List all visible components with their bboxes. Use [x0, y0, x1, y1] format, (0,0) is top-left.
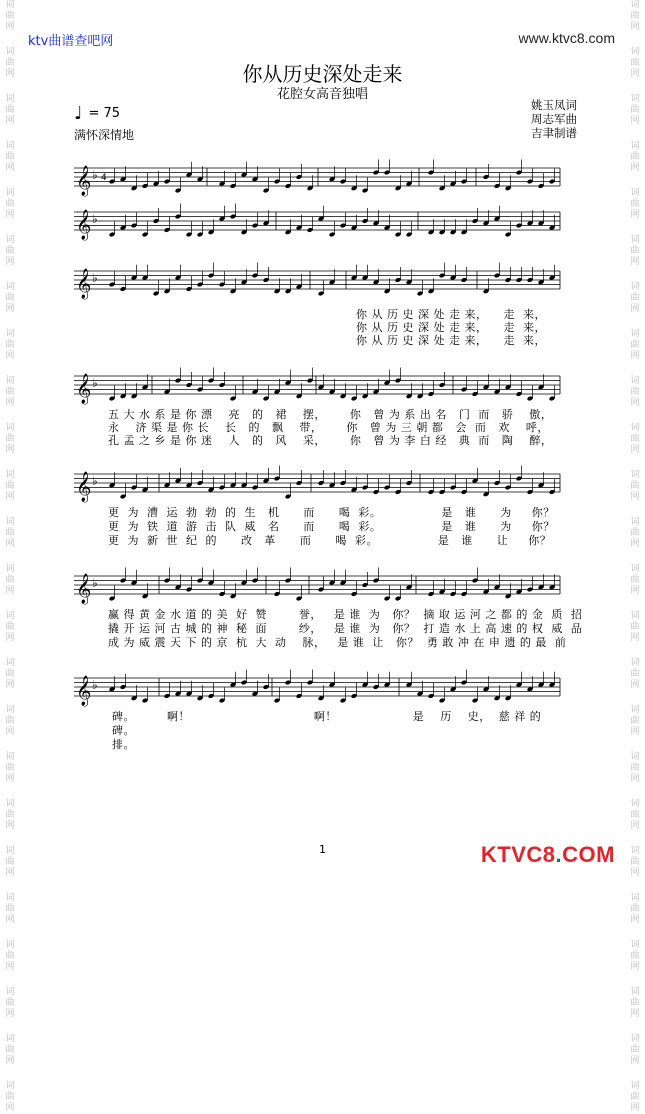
- watermark-char: 词: [5, 564, 15, 574]
- watermark-char: 词: [630, 141, 640, 151]
- watermark-char: 网: [5, 69, 15, 79]
- watermark-char: 曲: [5, 340, 15, 350]
- watermark-char: 词: [630, 799, 640, 809]
- watermark-char: 词: [630, 846, 640, 856]
- staff-system: [0, 251, 645, 311]
- watermark-char: 曲: [5, 857, 15, 867]
- watermark-char: 词: [630, 658, 640, 668]
- site-url[interactable]: www.ktvc8.com: [518, 30, 615, 46]
- watermark-char: 网: [5, 210, 15, 220]
- watermark-char: 词: [630, 188, 640, 198]
- watermark-char: 曲: [5, 293, 15, 303]
- lyric-line: 更 为 新 世 纪 的 改 革 而 喝 彩。 是 谁 让 你？: [108, 534, 552, 547]
- key-signature-flat-icon: ♭: [92, 212, 98, 226]
- watermark-char: 词: [5, 1081, 15, 1091]
- watermark-char: 词: [630, 752, 640, 762]
- watermark-char: 词: [5, 0, 15, 10]
- watermark-char: 曲: [630, 998, 640, 1008]
- watermark-char: 曲: [630, 11, 640, 21]
- watermark-left: [3, 0, 17, 1113]
- watermark-char: 网: [5, 539, 15, 549]
- staff-system: [0, 192, 645, 252]
- treble-clef-icon: 𝄞: [76, 374, 92, 404]
- watermark-char: 词: [5, 705, 15, 715]
- time-signature-icon: 4: [101, 173, 107, 183]
- watermark-char: 网: [5, 962, 15, 972]
- watermark-char: 网: [5, 398, 15, 408]
- watermark-char: 曲: [630, 199, 640, 209]
- watermark-char: 网: [630, 1056, 640, 1066]
- lyric-line: 成 为 威 震 天 下 的 京 杭 大 动 脉， 是 谁 让 你？ 勇 敢 冲 在 申 遗 的 最 前: [108, 636, 567, 649]
- tempo-value: = 75: [88, 106, 121, 121]
- watermark-char: 网: [630, 1009, 640, 1019]
- watermark-char: 曲: [5, 904, 15, 914]
- watermark-char: 曲: [630, 293, 640, 303]
- watermark-char: 网: [5, 492, 15, 502]
- watermark-char: 词: [630, 940, 640, 950]
- watermark-char: 曲: [630, 1045, 640, 1055]
- watermark-char: 网: [5, 633, 15, 643]
- watermark-char: 曲: [5, 810, 15, 820]
- watermark-char: 曲: [5, 58, 15, 68]
- lyric-line: 五 大 水 系 是 你 漂 亮 的 裙 摆， 你 曾 为 系 出 名 门 而 骄 傲，: [108, 408, 553, 421]
- watermark-char: 网: [5, 774, 15, 784]
- watermark-char: 曲: [630, 152, 640, 162]
- watermark-char: 网: [5, 116, 15, 126]
- watermark-char: 网: [630, 680, 640, 690]
- lyric-line: 你 从 历 史 深 处 走 来， 走 来，: [356, 334, 546, 347]
- watermark-char: 词: [630, 329, 640, 339]
- watermark-char: 网: [5, 821, 15, 831]
- watermark-char: 词: [630, 517, 640, 527]
- watermark-char: 网: [630, 915, 640, 925]
- watermark-char: 词: [5, 423, 15, 433]
- watermark-char: 词: [630, 235, 640, 245]
- watermark-right: [628, 0, 642, 1113]
- watermark-char: 词: [5, 282, 15, 292]
- watermark-char: 网: [5, 868, 15, 878]
- site-name[interactable]: ktv曲谱查吧网: [28, 34, 114, 49]
- watermark-char: 词: [5, 611, 15, 621]
- watermark-char: 网: [630, 1103, 640, 1113]
- watermark-char: 词: [630, 47, 640, 57]
- song-title: 你从历史深处走来: [242, 62, 403, 86]
- lyric-line: 排。: [112, 738, 135, 751]
- lyric-line: 更 为 铁 道 游 击 队 威 名 而 喝 彩。 是 谁 为 你？: [108, 520, 555, 533]
- watermark-char: 网: [630, 69, 640, 79]
- footer-logo[interactable]: [481, 842, 615, 868]
- lyric-line: 碑。: [112, 724, 135, 737]
- watermark-char: 词: [630, 705, 640, 715]
- watermark-char: 词: [5, 329, 15, 339]
- watermark-char: 词: [630, 470, 640, 480]
- watermark-char: 曲: [630, 481, 640, 491]
- watermark-char: 词: [5, 893, 15, 903]
- watermark-char: 网: [5, 915, 15, 925]
- watermark-char: 曲: [630, 716, 640, 726]
- watermark-char: 网: [5, 304, 15, 314]
- watermark-char: 曲: [630, 951, 640, 961]
- watermark-char: 网: [630, 962, 640, 972]
- watermark-char: 词: [630, 0, 640, 10]
- logo-prefix: KTVC8: [480, 842, 556, 867]
- watermark-char: 网: [630, 586, 640, 596]
- watermark-char: 网: [5, 1103, 15, 1113]
- treble-clef-icon: 𝄞: [76, 574, 92, 604]
- watermark-char: 词: [630, 94, 640, 104]
- lyric-line: 更 为 漕 运 勃 勃 的 生 机 而 喝 彩。 是 谁 为 你？: [108, 506, 555, 519]
- logo-dot: .: [555, 842, 563, 867]
- watermark-char: 网: [630, 492, 640, 502]
- watermark-char: 词: [630, 564, 640, 574]
- watermark-char: 曲: [630, 528, 640, 538]
- watermark-char: 曲: [5, 716, 15, 726]
- watermark-char: 曲: [630, 58, 640, 68]
- key-signature-flat-icon: ♭: [92, 271, 98, 285]
- watermark-char: 曲: [5, 622, 15, 632]
- watermark-char: 网: [5, 22, 15, 32]
- song-subtitle: 花腔女高音独唱: [276, 87, 368, 102]
- watermark-char: 曲: [5, 998, 15, 1008]
- watermark-char: 网: [5, 257, 15, 267]
- treble-clef-icon: 𝄞: [76, 166, 92, 196]
- watermark-char: 曲: [5, 434, 15, 444]
- treble-clef-icon: 𝄞: [76, 269, 92, 299]
- watermark-char: 曲: [5, 575, 15, 585]
- watermark-char: 网: [630, 727, 640, 737]
- watermark-char: 网: [630, 633, 640, 643]
- watermark-char: 曲: [5, 1092, 15, 1102]
- watermark-char: 网: [5, 163, 15, 173]
- watermark-char: 网: [5, 1009, 15, 1019]
- watermark-char: 网: [630, 116, 640, 126]
- watermark-char: 词: [630, 423, 640, 433]
- treble-clef-icon: 𝄞: [76, 210, 92, 240]
- watermark-char: 网: [630, 821, 640, 831]
- watermark-char: 词: [5, 658, 15, 668]
- watermark-char: 曲: [630, 857, 640, 867]
- watermark-char: 曲: [5, 481, 15, 491]
- watermark-char: 词: [630, 611, 640, 621]
- watermark-char: 词: [630, 1081, 640, 1091]
- watermark-char: 词: [5, 846, 15, 856]
- watermark-char: 曲: [5, 11, 15, 21]
- tempo-marking: [74, 102, 121, 124]
- logo-suffix: COM: [562, 842, 615, 867]
- watermark-char: 曲: [630, 763, 640, 773]
- credits: [531, 98, 577, 140]
- watermark-char: 曲: [630, 340, 640, 350]
- watermark-char: 网: [5, 1056, 15, 1066]
- watermark-char: 词: [5, 141, 15, 151]
- watermark-char: 网: [630, 774, 640, 784]
- watermark-char: 网: [5, 680, 15, 690]
- composer: 周志军曲: [531, 112, 577, 126]
- watermark-char: 词: [5, 47, 15, 57]
- watermark-char: 词: [5, 1034, 15, 1044]
- watermark-char: 曲: [5, 105, 15, 115]
- watermark-char: 词: [5, 987, 15, 997]
- lyric-line: 永 济 渠 是 你 长 长 的 飘 带， 你 曾 为 三 朝 都 会 而 欢 呼，: [108, 421, 549, 434]
- watermark-char: 网: [630, 304, 640, 314]
- watermark-char: 网: [630, 22, 640, 32]
- watermark-char: 曲: [5, 669, 15, 679]
- watermark-char: 网: [5, 445, 15, 455]
- watermark-char: 网: [5, 351, 15, 361]
- treble-clef-icon: 𝄞: [76, 472, 92, 502]
- watermark-char: 词: [5, 94, 15, 104]
- treble-clef-icon: 𝄞: [76, 676, 92, 706]
- watermark-char: 网: [630, 868, 640, 878]
- watermark-char: 词: [5, 940, 15, 950]
- lyric-line: 赢 得 黄 金 水 道 的 美 好 赞 誉， 是 谁 为 你？ 摘 取 运 河 之 都 的 金 质 招: [108, 608, 583, 621]
- key-signature-flat-icon: ♭: [92, 168, 98, 182]
- watermark-char: 曲: [630, 622, 640, 632]
- watermark-char: 曲: [5, 1045, 15, 1055]
- watermark-char: 网: [630, 351, 640, 361]
- transcriber: 吉聿制谱: [531, 126, 577, 140]
- expression-marking: 满怀深情地: [74, 128, 135, 142]
- key-signature-flat-icon: ♭: [92, 474, 98, 488]
- lyric-line: 撬 开 运 河 古 城 的 神 秘 面 纱， 是 谁 为 你？ 打 造 水 上 高 速 的 权 威 品: [108, 622, 583, 635]
- watermark-char: 曲: [630, 810, 640, 820]
- watermark-char: 词: [5, 517, 15, 527]
- watermark-char: 曲: [5, 763, 15, 773]
- key-signature-flat-icon: ♭: [92, 576, 98, 590]
- watermark-char: 词: [5, 799, 15, 809]
- watermark-char: 词: [630, 282, 640, 292]
- watermark-char: 曲: [630, 387, 640, 397]
- watermark-char: 曲: [630, 434, 640, 444]
- watermark-char: 词: [5, 752, 15, 762]
- watermark-char: 曲: [5, 199, 15, 209]
- watermark-char: 网: [5, 727, 15, 737]
- watermark-char: 曲: [630, 246, 640, 256]
- watermark-char: 词: [630, 1034, 640, 1044]
- watermark-char: 网: [630, 539, 640, 549]
- watermark-char: 词: [5, 235, 15, 245]
- lyricist: 姚玉凤词: [531, 98, 577, 112]
- lyric-line: 你 从 历 史 深 处 走 来， 走 来，: [356, 321, 546, 334]
- watermark-char: 曲: [5, 387, 15, 397]
- lyric-line: 你 从 历 史 深 处 走 来， 走 来，: [356, 308, 546, 321]
- watermark-char: 网: [630, 445, 640, 455]
- watermark-char: 曲: [5, 951, 15, 961]
- watermark-char: 网: [630, 210, 640, 220]
- key-signature-flat-icon: ♭: [92, 376, 98, 390]
- watermark-char: 曲: [630, 575, 640, 585]
- lyric-line: 碑。 啊！ 啊！ 是 历 史， 慈 祥 的: [112, 710, 542, 723]
- watermark-char: 曲: [5, 152, 15, 162]
- watermark-char: 词: [5, 188, 15, 198]
- watermark-char: 网: [630, 257, 640, 267]
- quarter-note-icon: ♩: [74, 102, 83, 124]
- watermark-char: 曲: [630, 105, 640, 115]
- watermark-char: 词: [630, 987, 640, 997]
- watermark-char: 词: [5, 376, 15, 386]
- watermark-char: 词: [5, 470, 15, 480]
- watermark-char: 网: [630, 398, 640, 408]
- watermark-char: 词: [630, 376, 640, 386]
- watermark-char: 曲: [630, 669, 640, 679]
- watermark-char: 曲: [630, 1092, 640, 1102]
- watermark-char: 曲: [5, 246, 15, 256]
- watermark-char: 网: [5, 586, 15, 596]
- watermark-char: 词: [630, 893, 640, 903]
- watermark-char: 网: [630, 163, 640, 173]
- watermark-char: 曲: [5, 528, 15, 538]
- key-signature-flat-icon: ♭: [92, 678, 98, 692]
- watermark-char: 曲: [630, 904, 640, 914]
- page-number: 1: [319, 843, 326, 856]
- lyric-line: 孔 孟 之 乡 是 你 迷 人 的 风 采， 你 曾 为 李 白 经 典 而 陶 醉，: [108, 434, 553, 447]
